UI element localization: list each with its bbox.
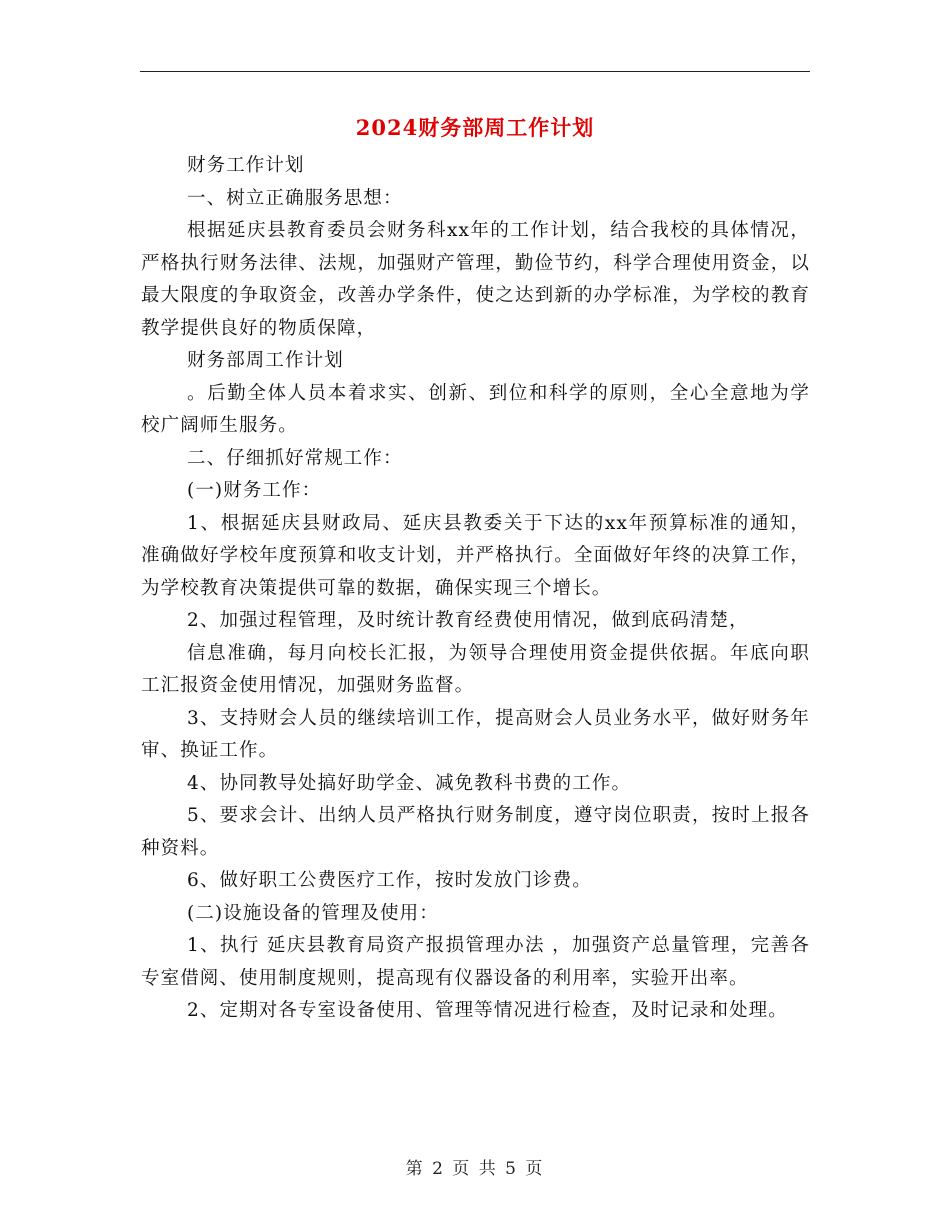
document-title: 2024财务部周工作计划 (355, 115, 595, 140)
page-number: 第 2 页 共 5 页 (405, 1159, 545, 1179)
paragraph: 一、树立正确服务思想： (187, 187, 403, 209)
paragraph: 5、要求会计、出纳人员严格执行财务制度，遵守岗位职责，按时上报各种资料。 (141, 805, 810, 859)
paragraph: 6、做好职工公费医疗工作，按时发放门诊费。 (187, 870, 592, 891)
paragraph: 二、仔细抓好常规工作： (187, 447, 403, 469)
paragraph: (二)设施设备的管理及使用： (187, 902, 439, 924)
paragraph: 。后勤全体人员本着求实、创新、到位和科学的原则，全心全意地为学校广阔师生服务。 (141, 382, 810, 436)
paragraph: 4、协同教导处搞好助学金、减免教科书费的工作。 (187, 772, 632, 794)
paragraph: 根据延庆县教育委员会财务科xx年的工作计划，结合我校的具体情况，严格执行财务法律、法规，加强财产管理，勤俭节约，科学合理使用资金，以最大限度的争取资金，改善办学条件，使之达到新的办学标准，为学校的教育教学提供良好的物质保障， (141, 220, 810, 339)
paragraph: 财务工作计划 (187, 155, 305, 176)
paragraph: 3、支持财会人员的继续培训工作，提高财会人员业务水平，做好财务年审、换证工作。 (141, 707, 810, 761)
header-rule (140, 71, 810, 72)
paragraph: 信息准确，每月向校长汇报，为领导合理使用资金提供依据。年底向职工汇报资金使用情况，加强财务监督。 (141, 642, 810, 696)
paragraph: 1、执行 延庆县教育局资产报损管理办法 ，加强资产总量管理，完善各专室借阅、使用制度规则，提高现有仪器设备的利用率，实验开出率。 (141, 935, 810, 989)
paragraph: 2、定期对各专室设备使用、管理等情况进行检查，及时记录和处理。 (187, 1000, 788, 1021)
paragraph: 1、根据延庆县财政局、延庆县教委关于下达的xx年预算标准的通知，准确做好学校年度预算和收支计划，并严格执行。全面做好年终的决算工作，为学校教育决策提供可靠的数据，确保实现三个增长。 (141, 512, 810, 599)
paragraph: (一)财务工作： (187, 480, 322, 501)
paragraph: 2、加强过程管理，及时统计教育经费使用情况，做到底码清楚， (187, 610, 749, 631)
paragraph: 财务部周工作计划 (187, 350, 344, 371)
document-body (141, 150, 810, 1028)
